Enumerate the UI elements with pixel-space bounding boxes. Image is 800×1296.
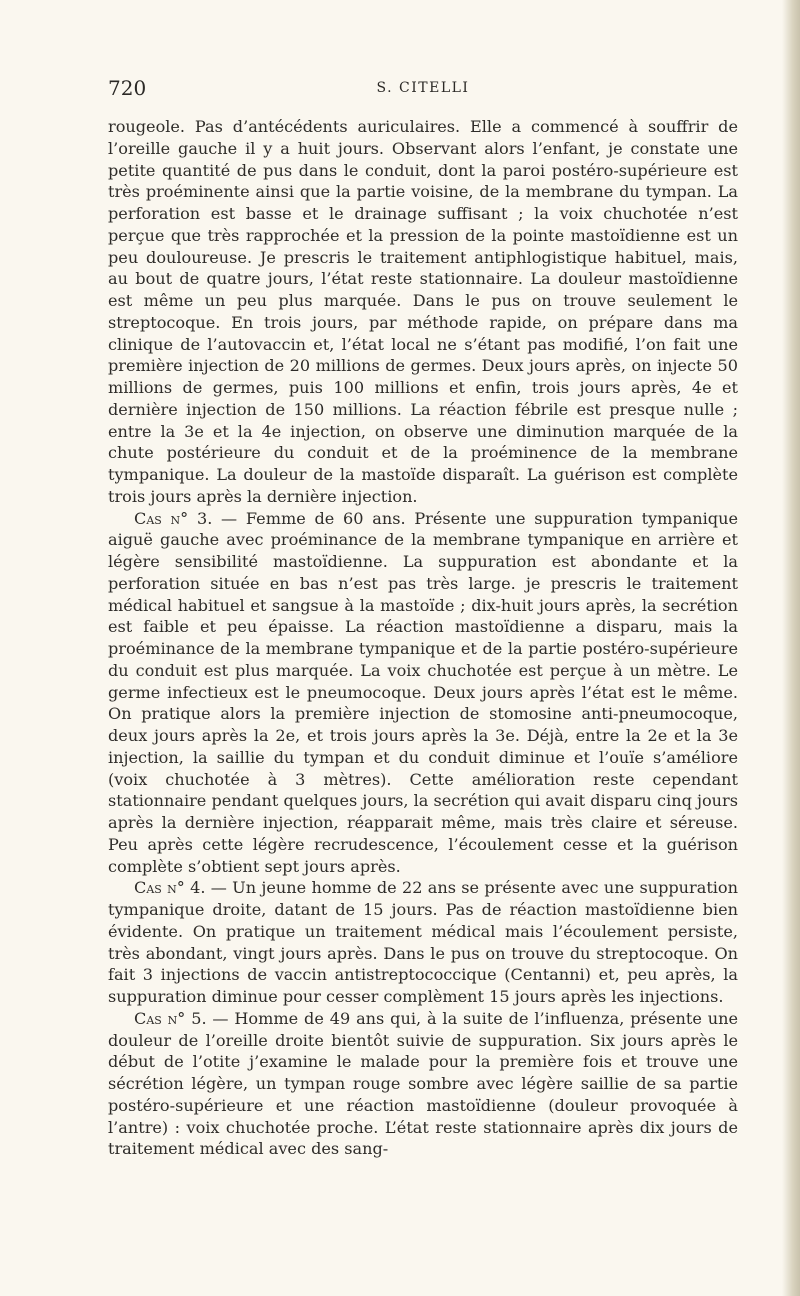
paragraph-continued	[108, 116, 738, 508]
paragraph-text: — Homme de 49 ans qui, à la suite de l’influenza, présente une douleur de l’oreille droite bientôt suivie de suppuration. Six jours après le début de l’otite j’examine le malade pour la première fois et trouve une sécrétion légère, un tympan rouge sombre avec légère saillie de sa partie postéro-supérieure et une réaction mastoïdienne (douleur provoquée à l’antre) : voix chuchotée proche. L’état reste stationnaire après dix jours de traitement médical avec des sang-	[108, 1008, 738, 1159]
paragraph-case-3	[108, 508, 738, 878]
case-label: Cas n° 4.	[134, 878, 206, 898]
case-label: Cas n° 5.	[134, 1008, 207, 1028]
paragraph-text: — Un jeune homme de 22 ans se présente avec une suppuration tympanique droite, datant de 15 jours. Pas de réaction mastoïdienne bien évidente. On pratique un traitement médical mais l’écoulement persiste, très abondant, vingt jours après. Dans le pus on trouve du streptocoque. On fait 3 injections de vaccin antistreptococcique (Centanni) et, peu après, la suppuration diminue pour cesser complèment 15 jours après les injections.	[108, 878, 738, 1006]
article-body	[108, 116, 738, 1160]
running-head-author: S. CITELLI	[376, 80, 470, 96]
case-label: Cas n° 3.	[134, 508, 213, 528]
paragraph-case-4	[108, 877, 738, 1008]
paragraph-text: rougeole. Pas d’antécédents auriculaires. Elle a commencé à souffrir de l’oreille gauche il y a huit jours. Observant alors l’enfant, je constate une petite quantité de pus dans le conduit, dont la paroi postéro-supérieure est très proéminente ainsi que la partie voisine, de la membrane du tympan. La perforation est basse et le drainage suffisant ; la voix chuchotée n’est perçue que très rapprochée et la pression de la pointe mastoïdienne est un peu douloureuse. Je prescris le traitement antiphlogistique habituel, mais, au bout de quatre jours, l’état reste stationnaire. La douleur mastoïdienne est même un peu plus marquée. Dans le pus on trouve seulement le streptocoque. En trois jours, par méthode rapide, on prépare dans ma clinique de l’autovaccin et, l’état local ne s’étant pas modifié, l’on fait une première injection de 20 millions de germes. Deux jours après, on injecte 50 millions de germes, puis 100 millions et enfin, trois jours après, 4e et dernière injection de 150 millions. La réaction fébrile est presque nulle ; entre la 3e et la 4e injection, on observe une diminution marquée de la chute postérieure du conduit et de la proéminence de la membrane tympanique. La douleur de la mastoïde disparaît. La guérison est complète trois jours après la dernière injection.	[108, 117, 738, 506]
page-edge-shadow	[782, 0, 800, 1296]
page-header	[108, 76, 738, 102]
paragraph-case-5	[108, 1008, 738, 1160]
page-number: 720	[108, 76, 147, 100]
paragraph-text: — Femme de 60 ans. Présente une suppuration tympanique aiguë gauche avec proéminance de la membrane tympanique en arrière et légère sensibilité mastoïdienne. La suppuration est abondante et la perforation située en bas n’est pas très large. je prescris le traitement médical habituel et sangsue à la mastoïde ; dix-huit jours après, la secrétion est faible et peu épaisse. La réaction mastoïdienne a disparu, mais la proéminance de la membrane tympanique et de la partie postéro-supérieure du conduit est plus marquée. La voix chuchotée est perçue à un mètre. Le germe infectieux est le pneumocoque. Deux jours après l’état est le même. On pratique alors la première injection de stomosine anti-pneumocoque, deux jours après la 2e, et trois jours après la 3e. Déjà, entre la 2e et la 3e injection, la saillie du tympan et du conduit diminue et l’ouïe s’améliore (voix chuchotée à 3 mètres). Cette amélioration reste cependant stationnaire pendant quelques jours, la secrétion qui avait disparu cinq jours après la dernière injection, réapparait même, mais très claire et séreuse. Peu après cette légère recrudescence, l’écoulement cesse et la guérison complète s’obtient sept jours après.	[108, 508, 738, 876]
